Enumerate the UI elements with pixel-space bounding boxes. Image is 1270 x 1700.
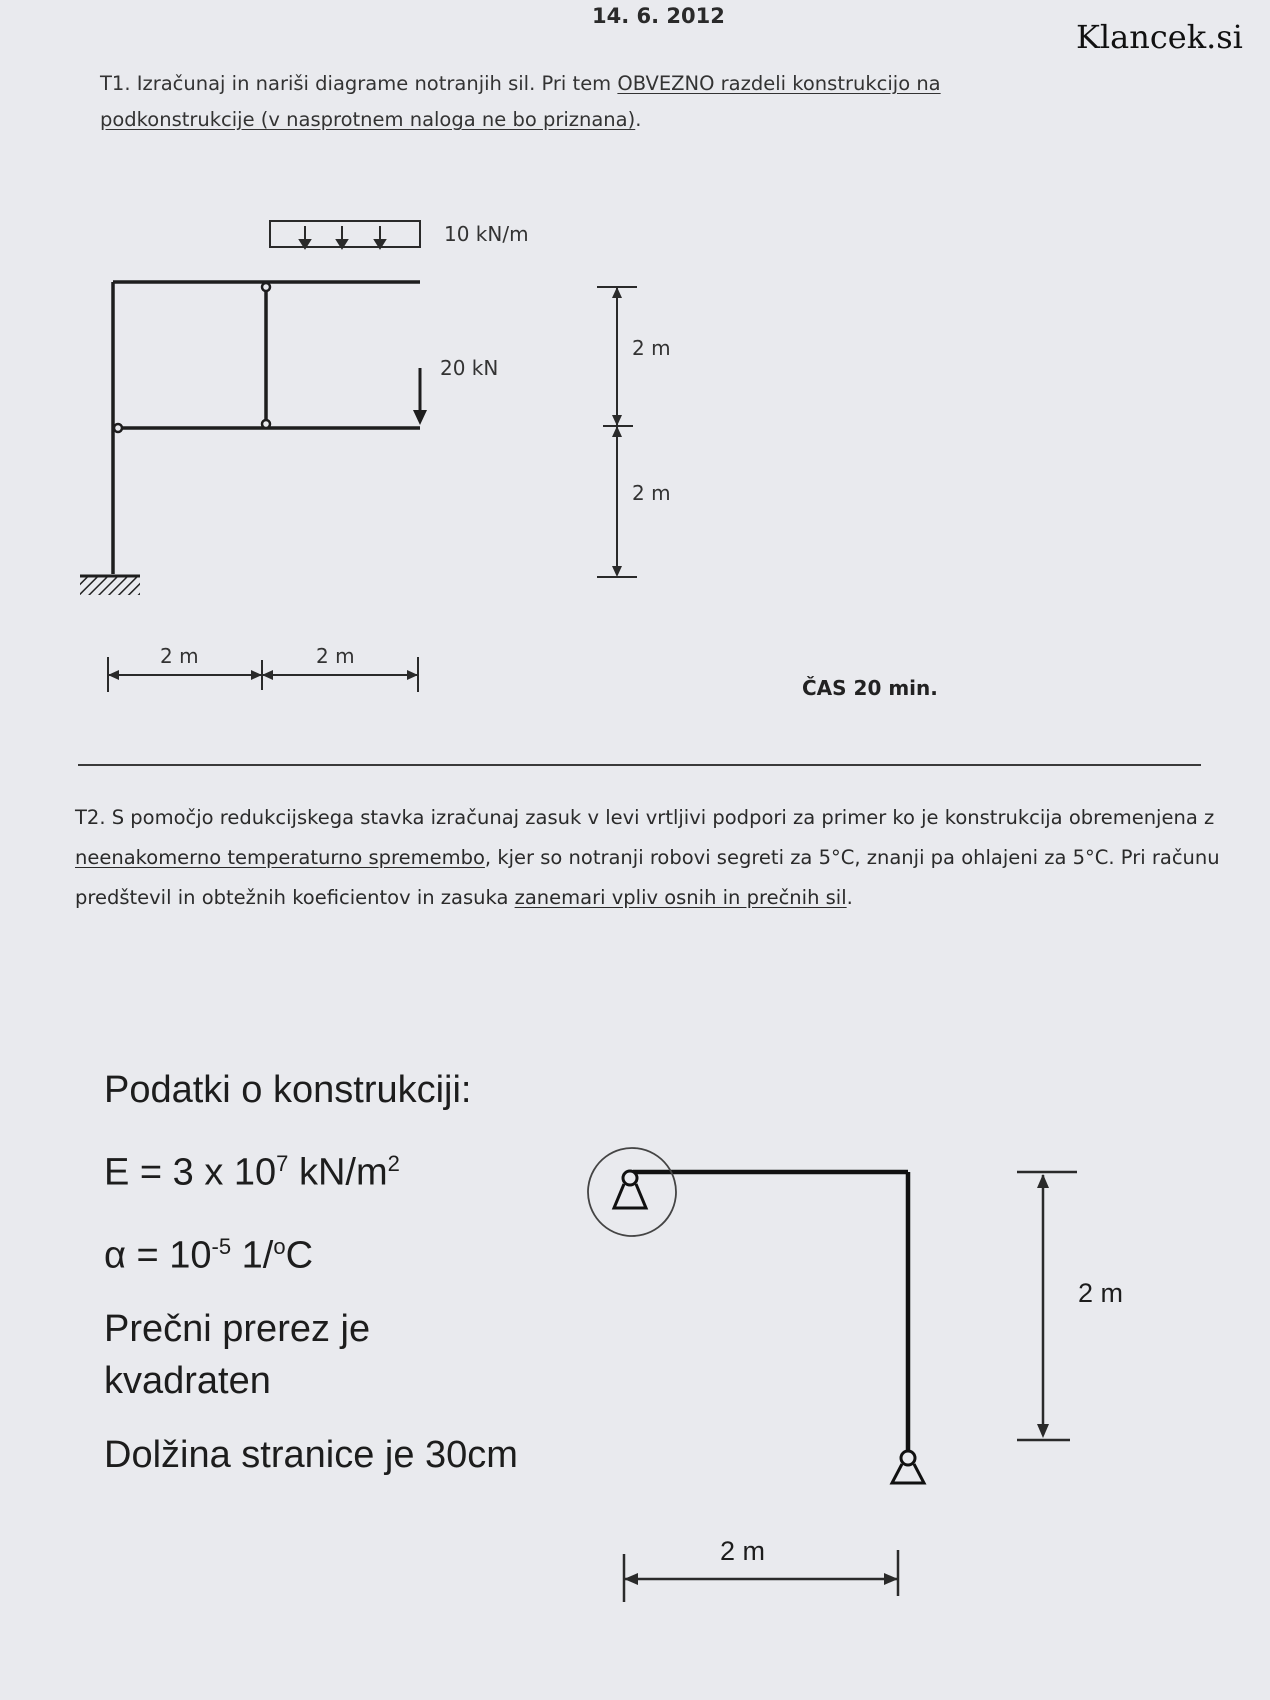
t1-dim-h-right-label: 2 m (316, 644, 355, 668)
section-divider (78, 764, 1201, 766)
task1-underlined: OBVEZNO razdeli konstrukcijo na podkonstrukcije (v nasprotnem naloga ne bo priznana) (100, 72, 941, 131)
task1-prefix: T1. Izračunaj in nariši diagrame notranjih sil. Pri tem (100, 72, 618, 95)
watermark-logo: Klancek.si (1076, 18, 1243, 56)
task2-p3: . (846, 886, 853, 909)
task2-u1: neenakomerno temperaturno spremembo (75, 846, 485, 869)
t1-distributed-load-label: 10 kN/m (444, 222, 529, 246)
t2-frame (633, 1172, 908, 1454)
task2-text (75, 798, 1235, 918)
exam-date: 14. 6. 2012 (592, 4, 725, 28)
time-limit: ČAS 20 min. (802, 676, 938, 700)
data-e-modulus: E = 3 x $10^7$ $kN/m^2$ (104, 1151, 400, 1194)
t2-dim-v-label: 2 m (1078, 1278, 1124, 1308)
data-side-length: Dolžina stranice je 30cm (104, 1434, 518, 1477)
t1-fixed-support (80, 576, 140, 595)
t1-dim-horizontal (108, 657, 418, 692)
t1-dim-v-top-label: 2 m (632, 336, 671, 360)
data-section: Prečni prerez je kvadraten (104, 1308, 371, 1403)
t2-left-support (578, 1138, 686, 1246)
t1-distributed-load (270, 221, 420, 248)
t1-point-load-label: 20 kN (440, 356, 499, 380)
task2-p2: , kjer so notranji robovi segreti za 5°C, znanji pa ohlajeni za 5°C. Pri računu predštevil in obtežnih koeficientov in zasuka (75, 846, 1220, 909)
t1-point-load (413, 368, 427, 425)
construction-data (104, 1064, 524, 1503)
t1-dim-h-left-label: 2 m (160, 644, 199, 668)
data-alpha: $\alpha = 10^{-5}$ 1/$^o$C (104, 1233, 314, 1277)
t2-bottom-support (892, 1451, 924, 1483)
data-heading: Podatki o konstrukciji: (104, 1069, 472, 1111)
t1-hinges (114, 283, 270, 432)
t2-dim-vertical (1017, 1172, 1077, 1440)
task1-suffix: . (635, 108, 642, 131)
task2-p1: T2. S pomočjo redukcijskega stavka izračunaj zasuk v levi vrtljivi podpori za primer ko je konstrukcija obremenjena z (75, 806, 1215, 829)
task2-u2: zanemari vpliv osnih in prečnih sil (514, 886, 847, 909)
t1-dim-v-bottom-label: 2 m (632, 481, 671, 505)
t2-dim-h-label: 2 m (720, 1536, 766, 1566)
